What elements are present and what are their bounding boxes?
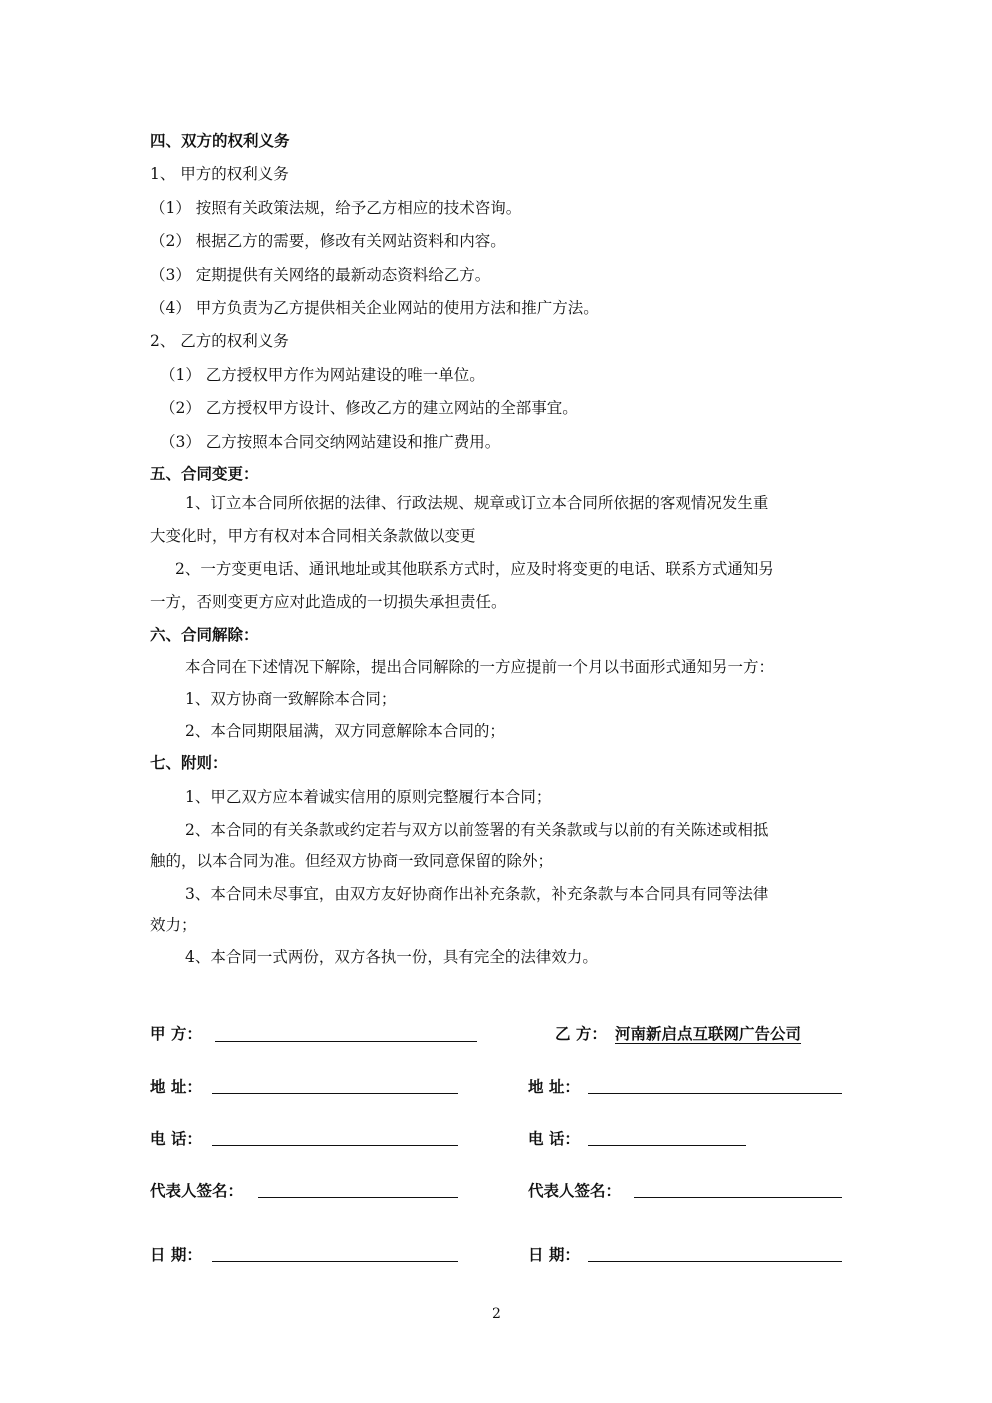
rep-signature-field-b[interactable] (634, 1197, 842, 1198)
date-field-b[interactable] (588, 1261, 842, 1262)
party-a-field[interactable] (215, 1041, 477, 1042)
list-item: （3） 乙方按照本合同交纳网站建设和推广费用。 (160, 433, 501, 451)
rep-label-b: 代表人签名： (528, 1182, 622, 1200)
section-4-1-title: 1、 甲方的权利义务 (150, 165, 289, 183)
paragraph-line: 触的，以本合同为准。但经双方协商一致同意保留的除外； (150, 852, 554, 870)
paragraph-line: 大变化时，甲方有权对本合同相关条款做以变更 (150, 527, 476, 545)
paragraph-line: 2、本合同的有关条款或约定若与双方以前签署的有关条款或与以前的有关陈述或相抵 (185, 821, 769, 839)
paragraph-line: 效力； (150, 916, 197, 934)
address-label-b: 地 址： (528, 1078, 580, 1096)
phone-label-b: 电 话： (528, 1130, 580, 1148)
date-label-b: 日 期： (528, 1246, 580, 1264)
paragraph-line: 本合同在下述情况下解除，提出合同解除的一方应提前一个月以书面形式通知另一方： (185, 658, 775, 676)
address-field-a[interactable] (212, 1093, 458, 1094)
date-label-a: 日 期： (150, 1246, 202, 1264)
section-4-title: 四、双方的权利义务 (150, 132, 290, 150)
section-6-title: 六、合同解除： (150, 626, 259, 644)
party-b-label: 乙 方： (555, 1025, 607, 1043)
list-item: （3） 定期提供有关网络的最新动态资料给乙方。 (150, 266, 491, 284)
party-b-value: 河南新启点互联网广告公司 (615, 1025, 802, 1043)
list-item: 1、双方协商一致解除本合同； (185, 690, 397, 708)
paragraph-line: 1、订立本合同所依据的法律、行政法规、规章或订立本合同所依据的客观情况发生重 (185, 494, 769, 512)
list-item: （1） 按照有关政策法规，给予乙方相应的技术咨询。 (150, 199, 522, 217)
paragraph-line: 一方，否则变更方应对此造成的一切损失承担责任。 (150, 593, 507, 611)
list-item: （1） 乙方授权甲方作为网站建设的唯一单位。 (160, 366, 485, 384)
rep-label-a: 代表人签名： (150, 1182, 244, 1200)
paragraph-line: 2、一方变更电话、通讯地址或其他联系方式时，应及时将变更的电话、联系方式通知另 (175, 560, 774, 578)
phone-label-a: 电 话： (150, 1130, 202, 1148)
address-field-b[interactable] (588, 1093, 842, 1094)
phone-field-a[interactable] (212, 1145, 458, 1146)
section-7-title: 七、附则： (150, 754, 228, 772)
rep-signature-field-a[interactable] (258, 1197, 458, 1198)
section-5-title: 五、合同变更： (150, 465, 259, 483)
list-item: （4） 甲方负责为乙方提供相关企业网站的使用方法和推广方法。 (150, 299, 599, 317)
date-field-a[interactable] (212, 1261, 458, 1262)
list-item: （2） 乙方授权甲方设计、修改乙方的建立网站的全部事宜。 (160, 399, 578, 417)
paragraph-line: 4、本合同一式两份，双方各执一份，具有完全的法律效力。 (185, 948, 598, 966)
address-label-a: 地 址： (150, 1078, 202, 1096)
paragraph-line: 1、甲乙双方应本着诚实信用的原则完整履行本合同； (185, 788, 552, 806)
list-item: 2、本合同期限届满，双方同意解除本合同的； (185, 722, 505, 740)
paragraph-line: 3、本合同未尽事宜，由双方友好协商作出补充条款，补充条款与本合同具有同等法律 (185, 885, 769, 903)
page-number: 2 (492, 1306, 501, 1322)
list-item: （2） 根据乙方的需要，修改有关网站资料和内容。 (150, 232, 506, 250)
phone-field-b[interactable] (588, 1145, 746, 1146)
section-4-2-title: 2、 乙方的权利义务 (150, 332, 289, 350)
party-a-label: 甲 方： (150, 1025, 202, 1043)
